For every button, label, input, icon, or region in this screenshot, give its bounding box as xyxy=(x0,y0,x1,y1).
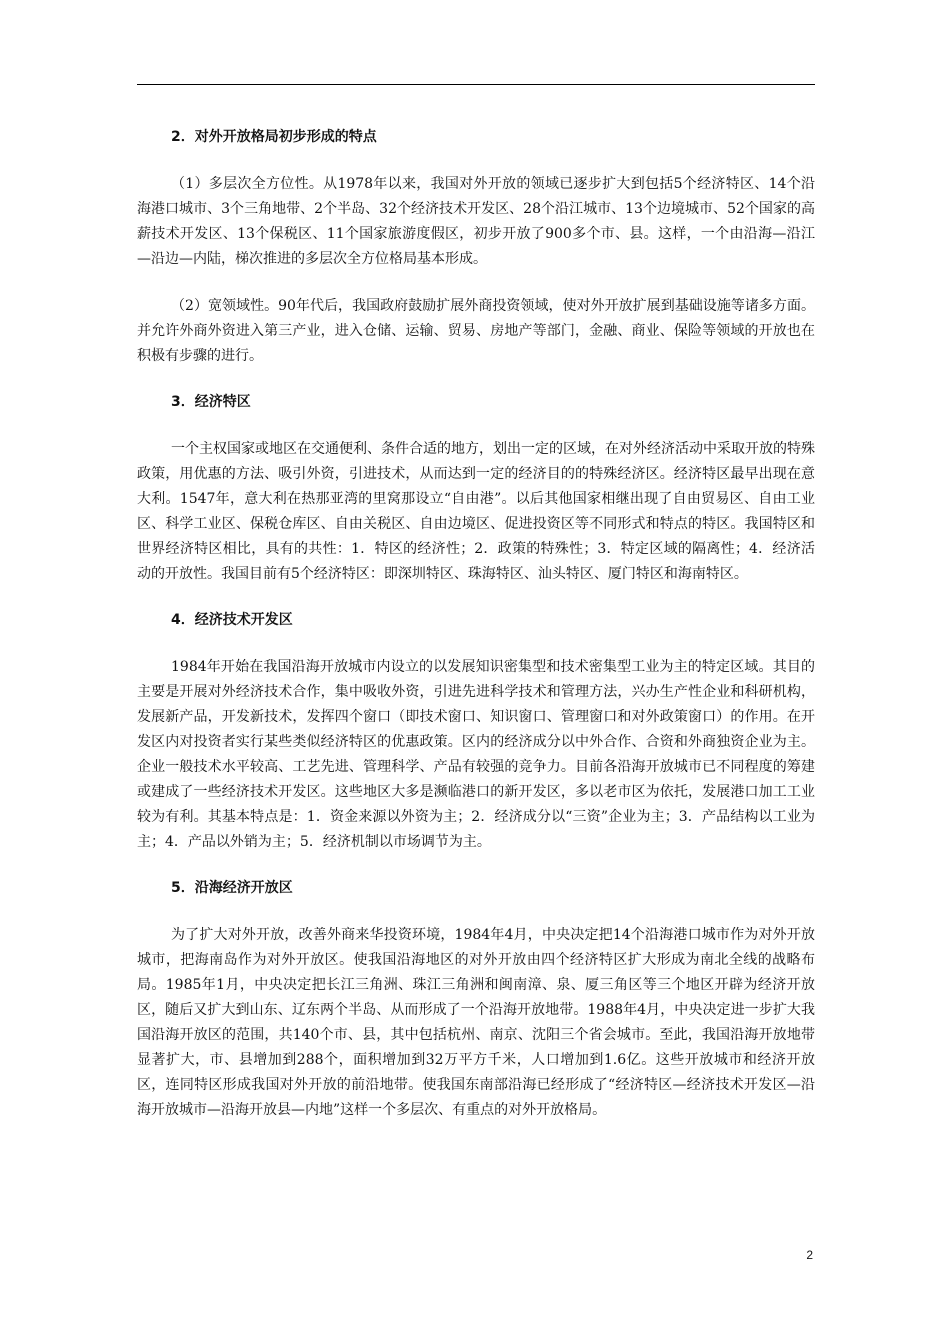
section-heading: 2．对外开放格局初步形成的特点 xyxy=(171,129,377,145)
paragraph: 1984年开始在我国沿海开放城市内设立的以发展知识密集型和技术密集型工业为主的特定区域。其目的主要是开展对外经济技术合作，集中吸收外资，引进先进科学技术和管理方法，兴办生产性企业和科研机构，发展新产品，开发新技术，发挥四个窗口（即技术窗口、知识窗口、管理窗口和对外政策窗口）的作用。在开发区内对投资者实行某些类似经济特区的优惠政策。区内的经济成分以中外合作、合资和外商独资企业为主。企业一般技术水平较高、工艺先进、管理科学、产品有较强的竞争力。目前各沿海开放城市已不同程度的筹建或建成了一些经济技术开发区。这些地区大多是濒临港口的新开发区，多以老市区为依托，发展港口加工工业较为有利。其基本特点是：1．资金来源以外资为主；2．经济成分以“三资”企业为主；3．产品结构以工业为主；4．产品以外销为主；5．经济机制以市场调节为主。 xyxy=(137,659,815,850)
paragraph: 一个主权国家或地区在交通便利、条件合适的地方，划出一定的区域，在对外经济活动中采取开放的特殊政策，用优惠的方法、吸引外资，引进技术，从而达到一定的经济目的的特殊经济区。经济特区最早出现在意大利。1547年，意大利在热那亚湾的里窝那设立“自由港”。以后其他国家相继出现了自由贸易区、自由工业区、科学工业区、保税仓库区、自由关税区、自由边境区、促进投资区等不同形式和特点的特区。我国特区和世界经济特区相比，具有的共性：1．特区的经济性；2．政策的特殊性；3．特定区域的隔离性；4．经济活动的开放性。我国目前有5个经济特区：即深圳特区、珠海特区、汕头特区、厦门特区和海南特区。 xyxy=(137,441,815,582)
section-heading: 4．经济技术开发区 xyxy=(171,612,293,628)
section-heading: 3．经济特区 xyxy=(171,394,251,410)
page-number: 2 xyxy=(806,1248,813,1262)
paragraph: 为了扩大对外开放，改善外商来华投资环境，1984年4月，中央决定把14个沿海港口城市作为对外开放城市，把海南岛作为对外开放区。使我国沿海地区的对外开放由四个经济特区扩大形成为南北全线的战略布局。1985年1月，中央决定把长江三角洲、珠江三角洲和闽南漳、泉、厦三角区等三个地区开辟为经济开放区，随后又扩大到山东、辽东两个半岛、从而形成了一个沿海开放地带。1988年4月，中央决定进一步扩大我国沿海开放区的范围，共140个市、县，其中包括杭州、南京、沈阳三个省会城市。至此，我国沿海开放地带显著扩大，市、县增加到288个，面积增加到32万平方千米，人口增加到1.6亿。这些开放城市和经济开放区，连同特区形成我国对外开放的前沿地带。使我国东南部沿海已经形成了“经济特区—经济技术开发区—沿海开放城市—沿海开放县—内地”这样一个多层次、有重点的对外开放格局。 xyxy=(137,927,815,1118)
section-opening-pattern xyxy=(137,126,815,369)
section-heading: 5．沿海经济开放区 xyxy=(171,880,293,896)
document-body xyxy=(137,126,815,1145)
paragraph: （2）宽领域性。90年代后，我国政府鼓励扩展外商投资领域，使对外开放扩展到基础设施等诸多方面。并允许外商外资进入第三产业，进入仓储、运输、贸易、房地产等部门，金融、商业、保险等领域的开放也在积极有步骤的进行。 xyxy=(137,298,815,364)
header-rule xyxy=(137,84,815,85)
section-development-zones xyxy=(137,609,815,855)
section-special-economic-zones xyxy=(137,391,815,587)
section-coastal-open-zones xyxy=(137,877,815,1123)
paragraph: （1）多层次全方位性。从1978年以来，我国对外开放的领域已逐步扩大到包括5个经济特区、14个沿海港口城市、3个三角地带、2个半岛、32个经济技术开发区、28个沿江城市、13个边境城市、52个国家的高薪技术开发区、13个保税区、11个国家旅游度假区，初步开放了900多个市、县。这样，一个由沿海—沿江—沿边—内陆，梯次推进的多层次全方位格局基本形成。 xyxy=(137,176,815,267)
